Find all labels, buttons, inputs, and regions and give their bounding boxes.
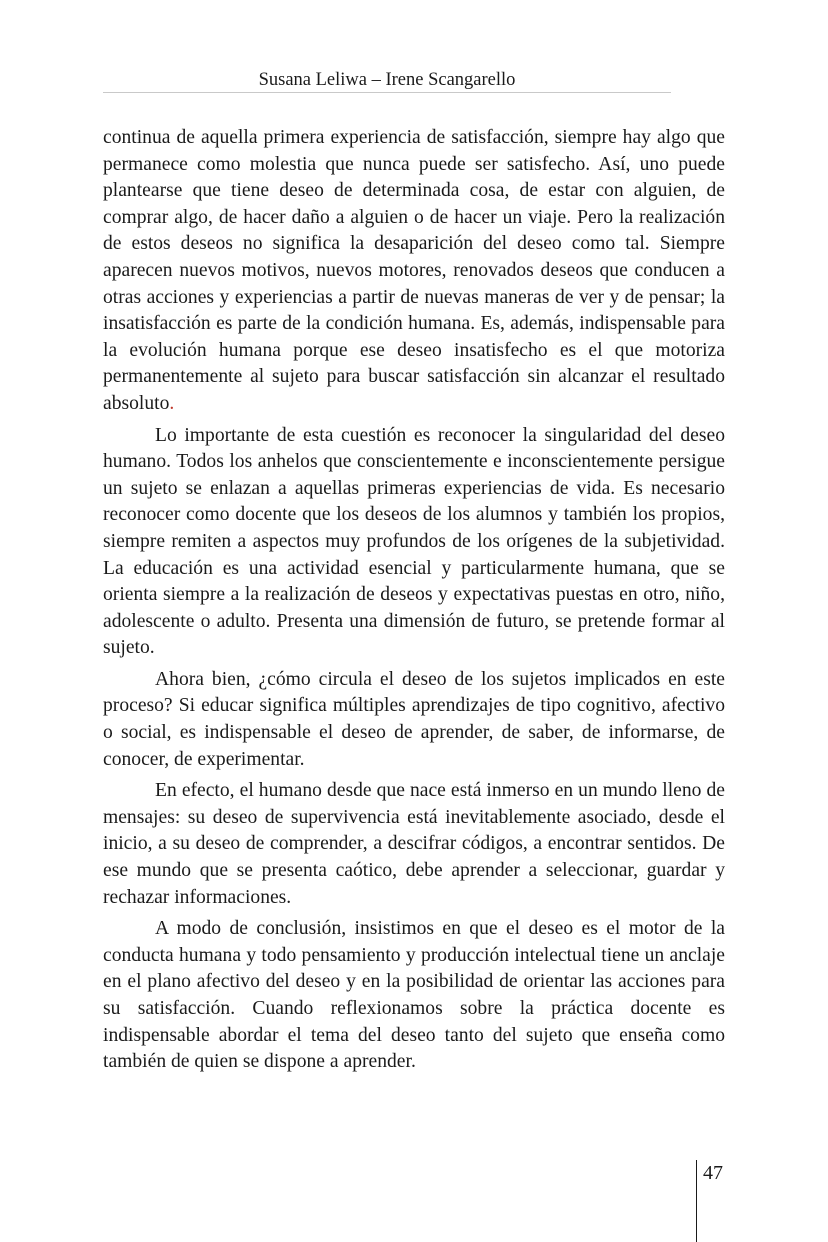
running-header: Susana Leliwa – Irene Scangarello: [258, 70, 516, 90]
paragraph-3: Ahora bien, ¿cómo circula el deseo de los sujetos implicados en este proceso? Si educar significa múltiples aprendizajes de tipo cognitivo, afectivo o social, es indispensable el deseo de aprender, de saber, de informarse, de conocer, de experimentar.: [103, 668, 725, 770]
paragraph-1-text: continua de aquella primera experiencia de satisfacción, siempre hay algo que permanece como molestia que nunca puede ser satisfecho. Así, uno puede plantearse que tiene deseo de determinada cosa, de estar con alguien, de comprar algo, de hacer daño a alguien o de hacer un viaje. Pero la realización de estos deseos no significa la desaparición del deseo como tal. Siempre aparecen nuevos motivos, nuevos motores, renovados deseos que conducen a otras acciones y experiencias a partir de nuevas maneras de ver y de pensar; la insatisfacción es parte de la condición humana. Es, además, indispensable para la evolución humana porque ese deseo insatisfecho es el que motoriza permanentemente al sujeto para buscar satisfacción sin alcanzar el resultado absoluto: [103, 127, 725, 414]
paragraph-1: [103, 125, 725, 418]
header-rule: [103, 92, 671, 93]
page-number: 47: [703, 1162, 723, 1184]
paragraph-1-end-mark: .: [169, 392, 175, 414]
page-number-rule: [696, 1160, 697, 1242]
paragraph-2: Lo importante de esta cuestión es reconocer la singularidad del deseo humano. Todos los anhelos que conscientemente e inconscientemente persigue un sujeto se enlazan a aquellas primeras experiencias de vida. Es necesario reconocer como docente que los deseos de los alumnos y también los propios, siempre remiten a aspectos muy profundos de los orígenes de la subjetividad. La educación es una actividad esencial y particularmente humana, que se orienta siempre a la realización de deseos y expectativas puestas en otro, niño, adolescente o adulto. Presenta una dimensión de futuro, se pretende formar al sujeto.: [103, 424, 725, 659]
body-text: [103, 125, 725, 1081]
paragraph-4: En efecto, el humano desde que nace está inmerso en un mundo lleno de mensajes: su deseo de supervivencia está inevitablemente asociado, desde el inicio, a su deseo de comprender, a descifrar códigos, a encontrar sentidos. De ese mundo que se presenta caótico, debe aprender a seleccionar, guardar y rechazar informaciones.: [103, 780, 725, 908]
paragraph-5: A modo de conclusión, insistimos en que el deseo es el motor de la conducta humana y todo pensamiento y producción intelectual tiene un anclaje en el plano afectivo del deseo y en la posibilidad de orientar las acciones para su satisfacción. Cuando reflexionamos sobre la práctica docente es indispensable abordar el tema del deseo tanto del sujeto que enseña como también de quien se dispone a aprender.: [103, 918, 725, 1073]
